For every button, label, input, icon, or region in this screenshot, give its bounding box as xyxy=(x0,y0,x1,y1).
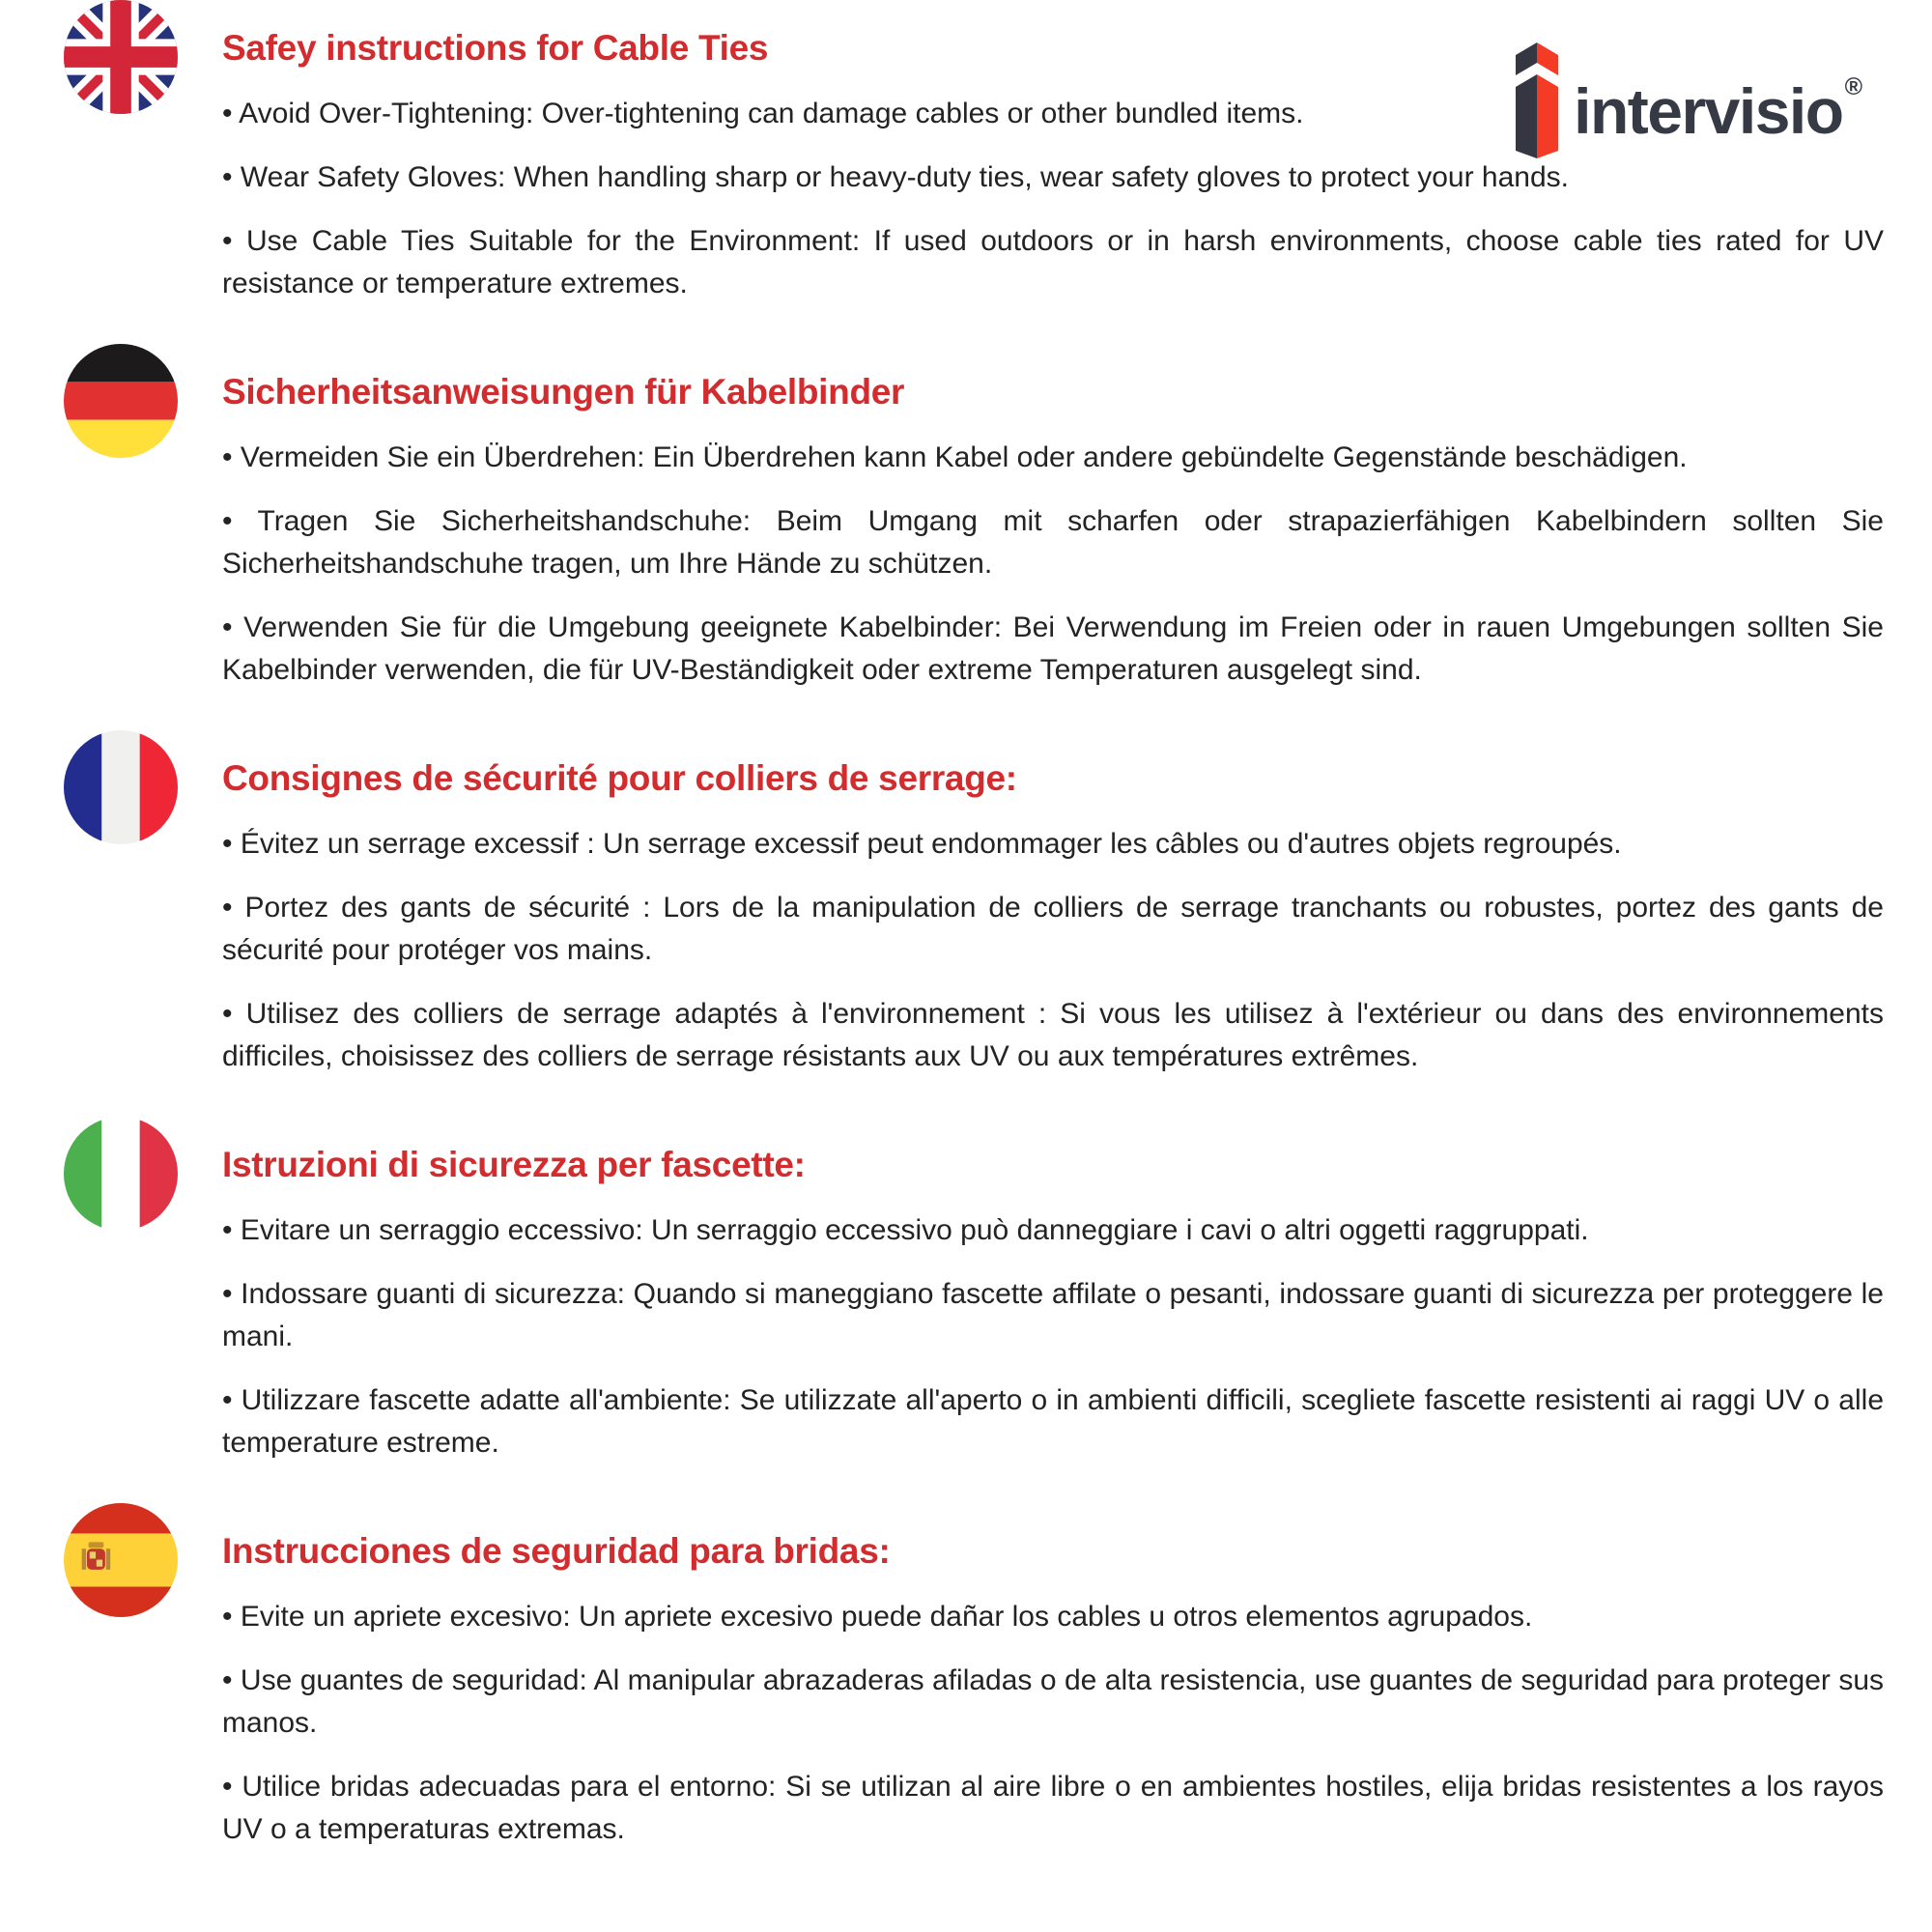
section-content xyxy=(222,344,1884,692)
bullet-item: • Wear Safety Gloves: When handling sharp or heavy-duty ties, wear safety gloves to protect your hands. xyxy=(222,161,1569,193)
bullet-item: • Evite un apriete excesivo: Un apriete excesivo puede dañar los cables u otros elementos agrupados. xyxy=(222,1601,1533,1633)
bullet-item: • Tragen Sie Sicherheitshandschuhe: Beim Umgang mit scharfen oder strapazierfähigen Kabelbindern sollten Sie Sicherheitshandschuhe tragen, um Ihre Hände zu schützen. xyxy=(222,505,1884,580)
section-italian xyxy=(0,1117,1932,1464)
bullet-item: • Utilice bridas adecuadas para el entorno: Si se utilizan al aire libre o en ambientes hostiles, elija bridas resistentes a los rayos UV o a temperaturas extremas. xyxy=(222,1771,1884,1845)
bullet-item: • Utilisez des colliers de serrage adaptés à l'environnement : Si vous les utilisez à l'extérieur ou dans des environnements difficiles, choisissez des colliers de serrage résistants aux UV ou aux températures extrêmes. xyxy=(222,998,1884,1072)
flag-column xyxy=(64,0,222,114)
section-content xyxy=(222,1117,1884,1464)
bullet-item: • Utilizzare fascette adatte all'ambiente: Se utilizzate all'aperto o in ambienti difficili, scegliete fascette resistenti ai raggi UV o alle temperature estreme. xyxy=(222,1384,1884,1459)
italy-flag-icon xyxy=(64,1117,178,1231)
section-heading: Safey instructions for Cable Ties xyxy=(222,28,769,68)
section-french xyxy=(0,730,1932,1078)
flag-column xyxy=(64,1503,222,1617)
bullet-item: • Évitez un serrage excessif : Un serrage excessif peut endommager les câbles ou d'autres objets regroupés. xyxy=(222,828,1622,860)
bullet-item: • Use guantes de seguridad: Al manipular abrazaderas afiladas o de alta resistencia, use guantes de seguridad para proteger sus manos. xyxy=(222,1664,1884,1739)
intervisio-logo-mark-icon xyxy=(1506,41,1568,160)
bullet-item: • Verwenden Sie für die Umgebung geeignete Kabelbinder: Bei Verwendung im Freien oder in rauen Umgebungen sollten Sie Kabelbinder verwenden, die für UV-Beständigkeit oder extreme Temperaturen ausgelegt sind. xyxy=(222,611,1884,686)
section-spanish xyxy=(0,1503,1932,1851)
flag-column xyxy=(64,1117,222,1231)
uk-flag-icon xyxy=(64,0,178,114)
flag-column xyxy=(64,730,222,844)
section-content xyxy=(222,730,1884,1078)
section-heading: Consignes de sécurité pour colliers de serrage: xyxy=(222,758,1017,798)
bullet-item: • Indossare guanti di sicurezza: Quando si maneggiano fascette affilate o pesanti, indossare guanti di sicurezza per proteggere le mani. xyxy=(222,1278,1884,1352)
germany-flag-icon xyxy=(64,344,178,458)
bullet-item: • Vermeiden Sie ein Überdrehen: Ein Überdrehen kann Kabel oder andere gebündelte Gegenstände beschädigen. xyxy=(222,441,1688,473)
bullet-item: • Use Cable Ties Suitable for the Environment: If used outdoors or in harsh environments, choose cable ties rated for UV resistance or temperature extremes. xyxy=(222,225,1884,299)
intervisio-logo xyxy=(1506,41,1862,160)
intervisio-logo-text: intervisio xyxy=(1574,75,1843,147)
bullet-item: • Avoid Over-Tightening: Over-tightening can damage cables or other bundled items. xyxy=(222,98,1304,129)
section-heading: Istruzioni di sicurezza per fascette: xyxy=(222,1145,806,1184)
registered-trademark-icon: ® xyxy=(1844,73,1862,100)
flag-column xyxy=(64,344,222,458)
bullet-item: • Evitare un serraggio eccessivo: Un serraggio eccessivo può danneggiare i cavi o altri oggetti raggruppati. xyxy=(222,1214,1589,1246)
section-content xyxy=(222,1503,1884,1851)
bullet-item: • Portez des gants de sécurité : Lors de la manipulation de colliers de serrage tranchants ou robustes, portez des gants de sécurité pour protéger vos mains. xyxy=(222,892,1884,966)
spain-flag-icon xyxy=(64,1503,178,1617)
section-heading: Sicherheitsanweisungen für Kabelbinder xyxy=(222,372,905,412)
france-flag-icon xyxy=(64,730,178,844)
section-german xyxy=(0,344,1932,692)
section-heading: Instrucciones de seguridad para bridas: xyxy=(222,1531,891,1571)
